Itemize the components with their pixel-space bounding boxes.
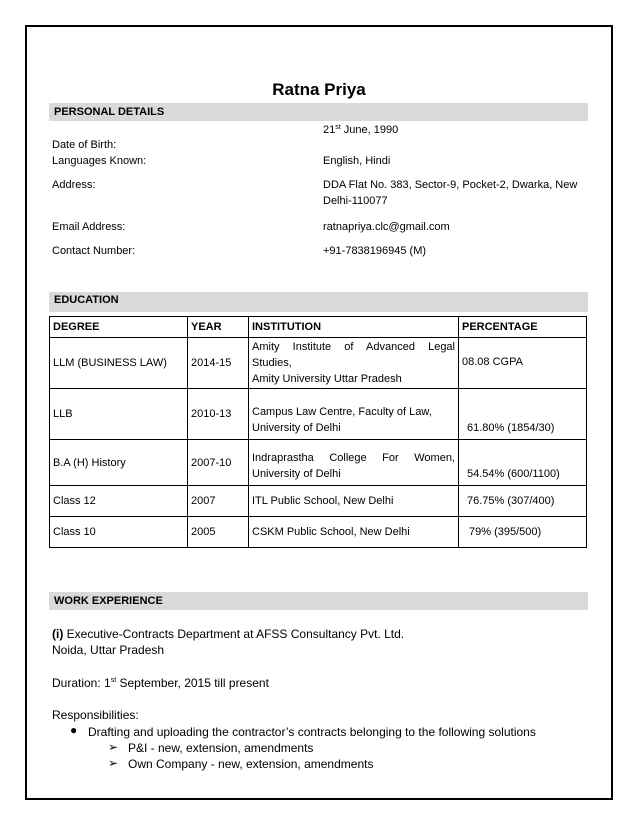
institution-cell bbox=[249, 440, 459, 486]
institution-cell bbox=[249, 389, 459, 440]
col-institution: INSTITUTION bbox=[249, 317, 459, 338]
address-line1: DDA Flat No. 383, Sector-9, Pocket-2, Dwarka, New bbox=[323, 179, 578, 191]
arrow-bullet-icon: ➢ bbox=[108, 740, 119, 754]
job-index: (i) bbox=[52, 627, 64, 641]
education-header: EDUCATION bbox=[49, 292, 588, 312]
institution-line2: University of Delhi bbox=[252, 422, 341, 434]
email-value[interactable]: ratnapriya.clc@gmail.com bbox=[323, 221, 450, 233]
responsibility-item: Drafting and uploading the contractor’s contracts belonging to the following solutions bbox=[88, 725, 536, 739]
degree-cell: Class 12 bbox=[50, 486, 188, 517]
dob-day: 21 bbox=[323, 124, 336, 136]
institution-line1: Campus Law Centre, Faculty of Law, bbox=[252, 406, 432, 418]
table-row bbox=[50, 440, 587, 486]
contact-value: +91-7838196945 (M) bbox=[323, 245, 427, 257]
institution-cell bbox=[249, 338, 459, 389]
address-line2: Delhi-110077 bbox=[323, 195, 388, 207]
sub-responsibility-item: Own Company - new, extension, amendments bbox=[128, 757, 374, 771]
table-row bbox=[50, 486, 587, 517]
col-percentage: PERCENTAGE bbox=[459, 317, 587, 338]
contact-label: Contact Number: bbox=[52, 245, 136, 257]
job-title bbox=[52, 626, 404, 642]
address-label: Address: bbox=[52, 179, 96, 191]
degree-cell: Class 10 bbox=[50, 517, 188, 548]
institution-line2: Amity University Uttar Pradesh bbox=[252, 373, 402, 385]
table-row bbox=[50, 389, 587, 440]
candidate-name: Ratna Priya bbox=[272, 80, 366, 99]
dob-label: Date of Birth: bbox=[52, 139, 117, 151]
percentage-cell: 76.75% (307/400) bbox=[459, 486, 587, 517]
degree-cell: B.A (H) History bbox=[50, 440, 188, 486]
year-cell: 2005 bbox=[188, 517, 249, 548]
table-row bbox=[50, 338, 587, 389]
languages-value: English, Hindi bbox=[323, 155, 391, 167]
percentage-cell: 54.54% (600/1100) bbox=[459, 440, 587, 486]
languages-label: Languages Known: bbox=[52, 155, 147, 167]
work-experience-header: WORK EXPERIENCE bbox=[49, 592, 588, 610]
duration-sup: st bbox=[110, 677, 117, 684]
institution-cell: ITL Public School, New Delhi bbox=[249, 486, 459, 517]
dob-value bbox=[323, 122, 583, 138]
responsibilities-label: Responsibilities: bbox=[52, 708, 139, 722]
education-table bbox=[49, 316, 587, 548]
personal-details-header: PERSONAL DETAILS bbox=[49, 103, 588, 121]
dob-rest: June, 1990 bbox=[340, 124, 399, 136]
duration-post: September, 2015 till present bbox=[116, 676, 269, 690]
degree-cell: LLB bbox=[50, 389, 188, 440]
duration-pre: Duration: 1 bbox=[52, 676, 111, 690]
job-duration bbox=[52, 675, 269, 691]
job-company: Executive-Contracts Department at AFSS Consultancy Pvt. Ltd. bbox=[63, 627, 405, 641]
email-label: Email Address: bbox=[52, 221, 126, 233]
percentage-cell: 08.08 CGPA bbox=[459, 338, 587, 389]
institution-line1: Amity Institute of Advanced Legal Studies, bbox=[252, 341, 455, 369]
year-cell: 2007-10 bbox=[188, 440, 249, 486]
col-year: YEAR bbox=[188, 317, 249, 338]
year-cell: 2010-13 bbox=[188, 389, 249, 440]
arrow-bullet-icon: ➢ bbox=[108, 756, 119, 770]
degree-cell: LLM (BUSINESS LAW) bbox=[50, 338, 188, 389]
percentage-cell: 79% (395/500) bbox=[459, 517, 587, 548]
institution-cell: CSKM Public School, New Delhi bbox=[249, 517, 459, 548]
bullet-dot-icon: ● bbox=[70, 723, 78, 737]
job-location: Noida, Uttar Pradesh bbox=[52, 643, 165, 657]
institution-line2: University of Delhi bbox=[252, 468, 341, 480]
education-header-row bbox=[50, 317, 587, 338]
institution-line1: Indraprastha College For Women, bbox=[252, 452, 455, 464]
year-cell: 2007 bbox=[188, 486, 249, 517]
col-degree: DEGREE bbox=[50, 317, 188, 338]
sub-responsibility-item: P&I - new, extension, amendments bbox=[128, 741, 314, 755]
percentage-cell: 61.80% (1854/30) bbox=[459, 389, 587, 440]
year-cell: 2014-15 bbox=[188, 338, 249, 389]
dob-sup: st bbox=[335, 124, 341, 131]
table-row bbox=[50, 517, 587, 548]
